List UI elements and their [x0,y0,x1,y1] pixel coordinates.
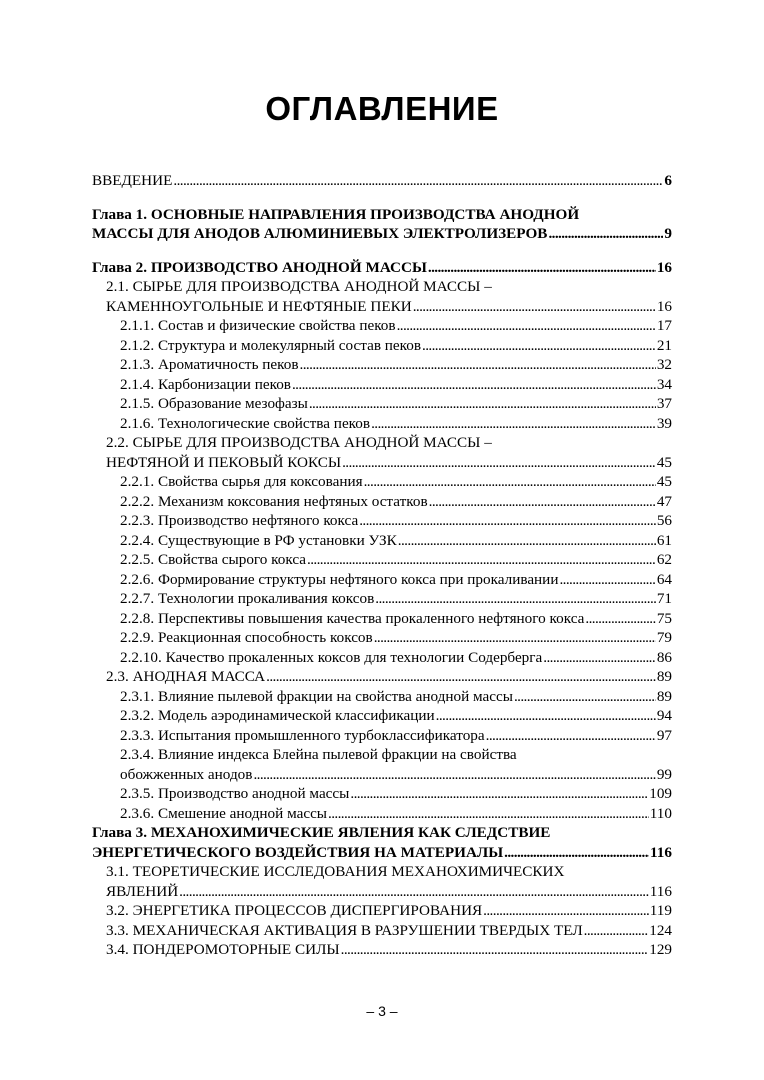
dot-leader [585,609,655,629]
toc-page-number: 89 [656,668,672,685]
dot-leader [584,921,649,941]
toc-page-number: 129 [649,941,672,958]
dot-leader [179,882,649,902]
toc-page-number: 94 [656,707,672,724]
dot-leader [364,472,656,492]
toc-entry[interactable] [92,316,672,336]
dot-leader [375,589,656,609]
toc-entry-title: 3.2. ЭНЕРГЕТИКА ПРОЦЕССОВ ДИСПЕРГИРОВАНИЯ [106,902,483,919]
toc-entry-title: 2.2.6. Формирование структуры нефтяного кокса при прокаливании [120,570,559,588]
toc-entry-title: 2.3. АНОДНАЯ МАССА [106,668,266,685]
toc-entry[interactable] [92,277,672,316]
toc-entry-title: Глава 2. ПРОИЗВОДСТВО АНОДНОЙ МАССЫ [92,258,427,276]
dot-leader [436,706,656,726]
toc-entry-title-line: Глава 1. ОСНОВНЫЕ НАПРАВЛЕНИЯ ПРОИЗВОДСТВА АНОДНОЙ [92,205,580,223]
toc-entry[interactable] [92,687,672,707]
toc-page-number: 6 [664,172,672,189]
toc-entry-title: обожженных анодов [120,765,253,783]
toc-entry[interactable] [92,375,672,395]
toc-entry-title: НЕФТЯНОЙ И ПЕКОВЫЙ КОКСЫ [106,453,342,471]
toc-page-number: 75 [656,609,672,627]
toc-page-number: 56 [656,512,672,529]
toc-entry[interactable] [92,433,672,472]
toc-entry-title: 2.2.9. Реакционная способность коксов [120,629,373,646]
toc-entry-title: 2.1.4. Карбонизации пеков [120,375,291,393]
toc-entry-title: КАМЕННОУГОЛЬНЫЕ И НЕФТЯНЫЕ ПЕКИ [106,297,412,315]
toc-entry[interactable] [92,531,672,551]
page-title: ОГЛАВЛЕНИЕ [265,90,499,127]
toc-page-number: 119 [649,902,672,919]
toc-entry-title: 3.3. МЕХАНИЧЕСКАЯ АКТИВАЦИЯ В РАЗРУШЕНИИ ТВЕРДЫХ ТЕЛ [106,921,583,939]
toc-entry-title: 2.1.5. Образование мезофазы [120,395,308,412]
toc-entry-title: ВВЕДЕНИЕ [92,172,173,189]
toc-page-number: 39 [656,414,672,432]
dot-leader [292,375,656,395]
dot-leader [543,648,656,668]
toc-entry[interactable] [92,609,672,629]
toc-page-number: 71 [656,590,672,607]
toc-entry-title: 2.1.6. Технологические свойства пеков [120,414,371,432]
toc-entry-title: ЯВЛЕНИЙ [106,882,179,900]
dot-leader [428,258,656,278]
toc-entry[interactable] [92,511,672,531]
toc-entry-title: 2.1.2. Структура и молекулярный состав пеков [120,336,422,354]
toc-page-number: 110 [649,804,672,822]
toc-entry[interactable] [92,570,672,590]
toc-entry[interactable] [92,550,672,570]
toc-entry-title-line: 3.1. ТЕОРЕТИЧЕСКИЕ ИССЛЕДОВАНИЯ МЕХАНОХИМИЧЕСКИХ [106,863,565,880]
dot-leader [413,297,656,317]
dot-leader [328,804,649,824]
toc-entry[interactable] [92,706,672,726]
toc-entry-title: ЭНЕРГЕТИЧЕСКОГО ВОЗДЕЙСТВИЯ НА МАТЕРИАЛЫ [92,843,504,861]
toc-page-number: 45 [656,473,672,490]
toc-entry[interactable] [92,921,672,941]
dot-leader [300,355,656,375]
toc-page-number: 16 [656,297,672,315]
toc-page-number: 9 [664,225,672,242]
dot-leader [266,667,656,687]
toc-page-number: 32 [656,356,672,373]
dot-leader [504,843,649,863]
toc-entry[interactable] [92,171,672,191]
toc-entry-title: 2.2.2. Механизм коксования нефтяных остатков [120,492,428,510]
toc-entry-title: 3.4. ПОНДЕРОМОТОРНЫЕ СИЛЫ [106,941,340,958]
toc-entry-title-line: Глава 3. МЕХАНОХИМИЧЕСКИЕ ЯВЛЕНИЯ КАК СЛЕДСТВИЕ [92,824,551,841]
toc-page-number: 124 [649,921,672,939]
toc-entry-title: 2.2.1. Свойства сырья для коксования [120,473,363,490]
toc-entry[interactable] [92,940,672,960]
toc-entry[interactable] [92,804,672,824]
dot-leader [342,453,656,473]
toc-entry-title: 2.3.3. Испытания промышленного турбоклассификатора [120,726,485,744]
dot-leader [422,336,656,356]
toc-entry[interactable] [92,258,672,278]
toc-entry-title: 2.3.5. Производство анодной массы [120,785,350,802]
dot-leader [173,171,663,191]
dot-leader [309,394,656,414]
toc-entry[interactable] [92,862,672,901]
toc-entry-title: 2.2.5. Свойства сырого кокса [120,551,307,568]
toc-entry[interactable] [92,355,672,375]
dot-leader [253,765,655,785]
toc-page-number: 21 [656,336,672,354]
toc-entry-title: 2.2.7. Технологии прокаливания коксов [120,590,375,607]
toc-entry[interactable] [92,901,672,921]
toc-entry[interactable] [92,667,672,687]
dot-leader [559,570,655,590]
toc-entry-title: 2.3.1. Влияние пылевой фракции на свойства анодной массы [120,687,513,705]
toc-entry[interactable] [92,726,672,746]
toc-entry-title: 2.3.2. Модель аэродинамической классификации [120,707,435,724]
toc-entry[interactable] [92,628,672,648]
toc-entry-title: 2.3.6. Смешение анодной массы [120,804,328,822]
toc-page-number: 34 [656,375,672,393]
toc-entry[interactable] [92,414,672,434]
toc-entry[interactable] [92,394,672,414]
dot-leader [486,726,656,746]
dot-leader [429,492,656,512]
toc-entry-title-line: 2.1. СЫРЬЕ ДЛЯ ПРОИЗВОДСТВА АНОДНОЙ МАССЫ – [106,278,492,295]
toc-entry-title: МАССЫ ДЛЯ АНОДОВ АЛЮМИНИЕВЫХ ЭЛЕКТРОЛИЗЕРОВ [92,225,548,242]
toc-entry[interactable] [92,472,672,492]
toc-page-number: 86 [656,648,672,666]
toc-page-number: 79 [656,629,672,646]
toc-page-number: 62 [656,551,672,568]
dot-leader [341,940,649,960]
toc-entry-title: 2.2.10. Качество прокаленных коксов для технологии Содерберга [120,648,543,666]
toc-entry[interactable] [92,784,672,804]
toc-page-number: 64 [656,570,672,588]
dot-leader [548,224,663,244]
toc-entry-title: 2.1.3. Ароматичность пеков [120,356,299,373]
page-number: – 3 – [366,1003,398,1019]
toc-entry[interactable] [92,492,672,512]
dot-leader [397,316,656,336]
toc-entry[interactable] [92,648,672,668]
toc-page-number: 17 [656,317,672,334]
toc-page-number: 37 [656,395,672,412]
toc-entry[interactable] [92,205,672,244]
toc-entry-title: 2.2.3. Производство нефтяного кокса [120,512,359,529]
dot-leader [514,687,656,707]
dot-leader [483,901,649,921]
toc-page-number: 109 [649,785,672,802]
dot-leader [398,531,656,551]
toc-page-number: 61 [656,531,672,549]
toc-entry[interactable] [92,745,672,784]
toc-entry-title: 2.1.1. Состав и физические свойства пеков [120,317,396,334]
toc-entry-title-line: 2.3.4. Влияние индекса Блейна пылевой фракции на свойства [120,746,517,763]
dot-leader [374,628,656,648]
toc-page-number: 97 [656,726,672,744]
dot-leader [359,511,656,531]
toc-page-number: 99 [656,765,672,783]
toc-entry[interactable] [92,589,672,609]
dot-leader [307,550,656,570]
toc-entry-title: 2.2.8. Перспективы повышения качества прокаленного нефтяного кокса [120,609,585,627]
table-of-contents [92,171,672,960]
toc-page-number: 45 [656,453,672,471]
dot-leader [350,784,648,804]
toc-page-number: 116 [650,843,672,861]
toc-entry-title: 2.2.4. Существующие в РФ установки УЗК [120,531,397,549]
toc-entry-title-line: 2.2. СЫРЬЕ ДЛЯ ПРОИЗВОДСТВА АНОДНОЙ МАССЫ – [106,434,492,451]
toc-page-number: 116 [649,882,672,900]
dot-leader [371,414,656,434]
toc-entry[interactable] [92,823,672,862]
toc-page-number: 16 [656,258,672,276]
toc-entry[interactable] [92,336,672,356]
toc-page-number: 89 [656,687,672,705]
toc-page-number: 47 [656,492,672,510]
